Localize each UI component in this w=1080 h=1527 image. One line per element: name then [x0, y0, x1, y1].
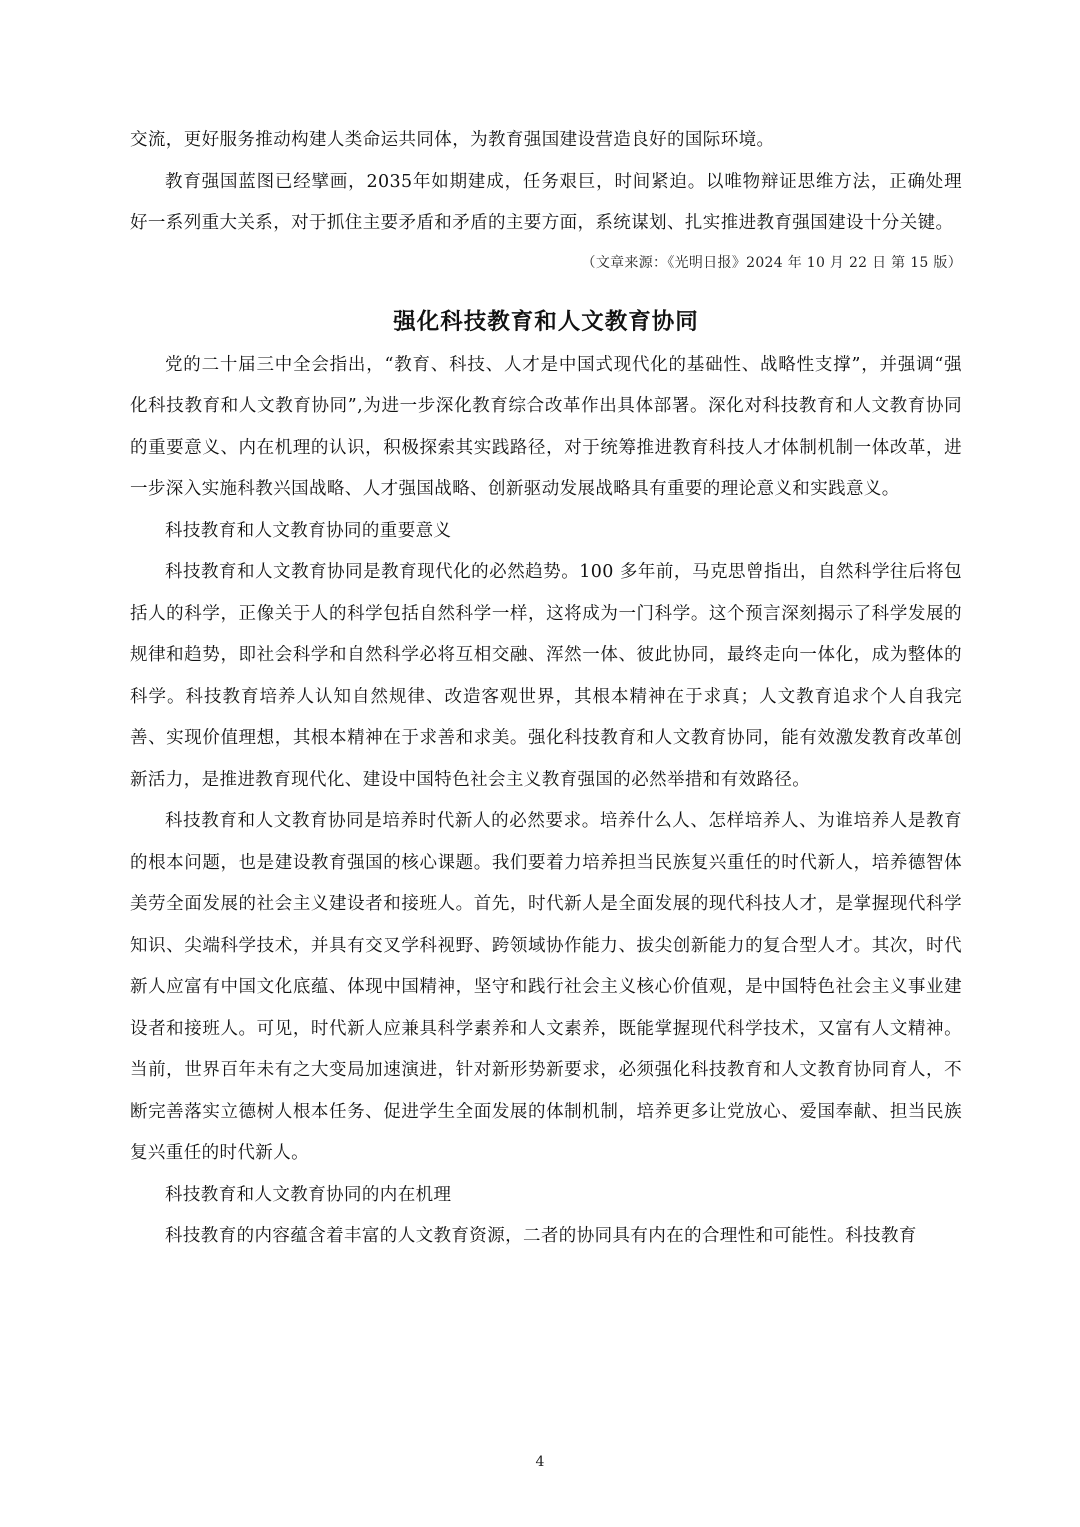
paragraph-continuation: 交流，更好服务推动构建人类命运共同体，为教育强国建设营造良好的国际环境。: [130, 130, 775, 150]
page-number: 4: [535, 1454, 545, 1470]
page-content: [130, 120, 962, 1258]
paragraph-education-blueprint: 教育强国蓝图已经擘画，2035年如期建成，任务艰巨，时间紧迫。以唯物辩证思维方法，正确处理好一系列重大关系，对于抓住主要矛盾和矛盾的主要方面，系统谋划、扎实推进教育强国建设十分关键。: [130, 171, 962, 233]
paragraph-modernization-trend: 科技教育和人文教育协同是教育现代化的必然趋势。100 多年前，马克思曾指出，自然科学往后将包括人的科学，正像关于人的科学包括自然科学一样，这将成为一门科学。这个预言深刻揭示了科学发展的规律和趋势，即社会科学和自然科学必将互相交融、浑然一体、彼此协同，最终走向一体化，成为整体的科学。科技教育培养人认知自然规律、改造客观世界，其根本精神在于求真；人文教育追求个人自我完善、实现价值理想，其根本精神在于求善和求美。强化科技教育和人文教育协同，能有效激发教育改革创新活力，是推进教育现代化、建设中国特色社会主义教育强国的必然举措和有效路径。: [130, 562, 962, 790]
paragraph-intro: 党的二十届三中全会指出，“教育、科技、人才是中国式现代化的基础性、战略性支撑”，并强调“强化科技教育和人文教育协同”,为进一步深化教育综合改革作出具体部署。深化对科技教育和人文教育协同的重要意义、内在机理的认识，积极探索其实践路径，对于统筹推进教育科技人才体制机制一体改革，进一步深入实施科教兴国战略、人才强国战略、创新驱动发展战略具有重要的理论意义和实践意义。: [130, 354, 962, 499]
article-title: 强化科技教育和人文教育协同: [393, 308, 699, 335]
paragraph-new-talents: 科技教育和人文教育协同是培养时代新人的必然要求。培养什么人、怎样培养人、为谁培养人是教育的根本问题，也是建设教育强国的核心课题。我们要着力培养担当民族复兴重任的时代新人，培养德智体美劳全面发展的社会主义建设者和接班人。首先，时代新人是全面发展的现代科技人才，是掌握现代科学知识、尖端科学技术，并具有交叉学科视野、跨领域协作能力、拔尖创新能力的复合型人才。其次，时代新人应富有中国文化底蕴、体现中国精神，坚守和践行社会主义核心价值观，是中国特色社会主义事业建设者和接班人。可见，时代新人应兼具科学素养和人文素养，既能掌握现代科学技术，又富有人文精神。当前，世界百年未有之大变局加速演进，针对新形势新要求，必须强化科技教育和人文教育协同育人，不断完善落实立德树人根本任务、促进学生全面发展的体制机制，培养更多让党放心、爱国奉献、担当民族复兴重任的时代新人。: [130, 811, 962, 1163]
section-heading-mechanism: 科技教育和人文教育协同的内在机理: [165, 1184, 452, 1205]
section-heading-significance: 科技教育和人文教育协同的重要意义: [165, 520, 452, 541]
paragraph-mechanism-start: 科技教育的内容蕴含着丰富的人文教育资源，二者的协同具有内在的合理性和可能性。科技教育: [165, 1226, 917, 1246]
source-note: （文章来源：《光明日报》2024 年 10 月 22 日 第 15 版）: [581, 254, 962, 271]
